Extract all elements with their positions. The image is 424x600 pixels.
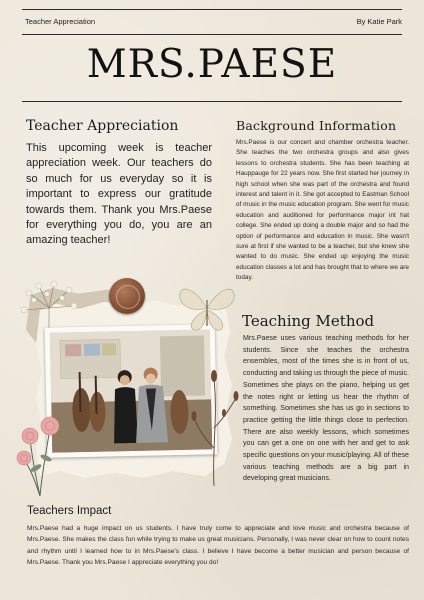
header-byline: By Katie Park xyxy=(356,17,402,26)
header-section-label: Teacher Appreciation xyxy=(25,17,96,26)
wax-seal-icon xyxy=(109,278,145,314)
teaching-body: Mrs.Paese uses various teaching methods for her students. Since she teaches the orchestra ensembles, most of the times she is in front of us, conducting and taking us through the piece of music. Sometimes she plays on the piano, helping us get the notes right or letting us hear the rhythm of something. Sometimes she has us go in sections to practice getting the little things close to perfection. There are also weekly lessons, which sometimes you can get a one on one with her and get to ask specific questions on your music/playing. All of these various teaching methods are a big part in developing great musicians. xyxy=(243,334,409,483)
background-body: Mrs.Paese is our concert and chamber orchestra teacher. She teaches the two orchestra groups and also gives lessons to orchestra students. She has been teaching at Hauppauge for 22 years now. She first started her journey in high school when she was part of the orchestra and found interest and talent in it. She got accepted to Eastman School of music in the music education program. She went for music education and auditioned for performance major int hat college. She ended up doing a double major and so had the option of performance and education in music. She wasn't sure at first if she wanted to be a teacher, but she knew she wanted to do music. She ended up enjoying the music education classes a lot and has brought that to where we are today. xyxy=(236,139,409,282)
masthead-title: MRS.PAESE xyxy=(86,42,338,87)
top-rule xyxy=(22,9,402,10)
wax-seal-emblem xyxy=(116,285,140,309)
impact-heading: Teachers Impact xyxy=(27,505,112,517)
butterfly-icon xyxy=(174,278,240,336)
masthead-rule xyxy=(22,101,402,102)
header-rule xyxy=(22,34,402,35)
dried-stem-icon xyxy=(184,358,244,488)
intro-body: This upcoming week is teacher appreciation week. Our teachers do so much for us everyday so it is important to express our gratitude towards them. Thank you Mrs.Paese for everything you do, you are an amazing teacher! xyxy=(26,142,212,247)
intro-heading: Teacher Appreciation xyxy=(26,118,179,134)
background-heading: Background Information xyxy=(236,118,397,133)
impact-body: Mrs.Paese had a huge impact on us students. I have truly come to appreciate and love music and orchestra because of Mrs.Paese. She makes the class fun while trying to make us great musicians. Personally, I was never clear on how to count notes and rhythm until I learned how to in Mrs.Paese's class. I believe I have become a better musician and person because of Mrs.Paese. Thank you Mrs.Paese I appreciate everything you do! xyxy=(27,525,409,567)
teaching-heading: Teaching Method xyxy=(242,312,375,330)
rose-icon xyxy=(10,398,70,498)
photo-collage xyxy=(14,278,246,500)
